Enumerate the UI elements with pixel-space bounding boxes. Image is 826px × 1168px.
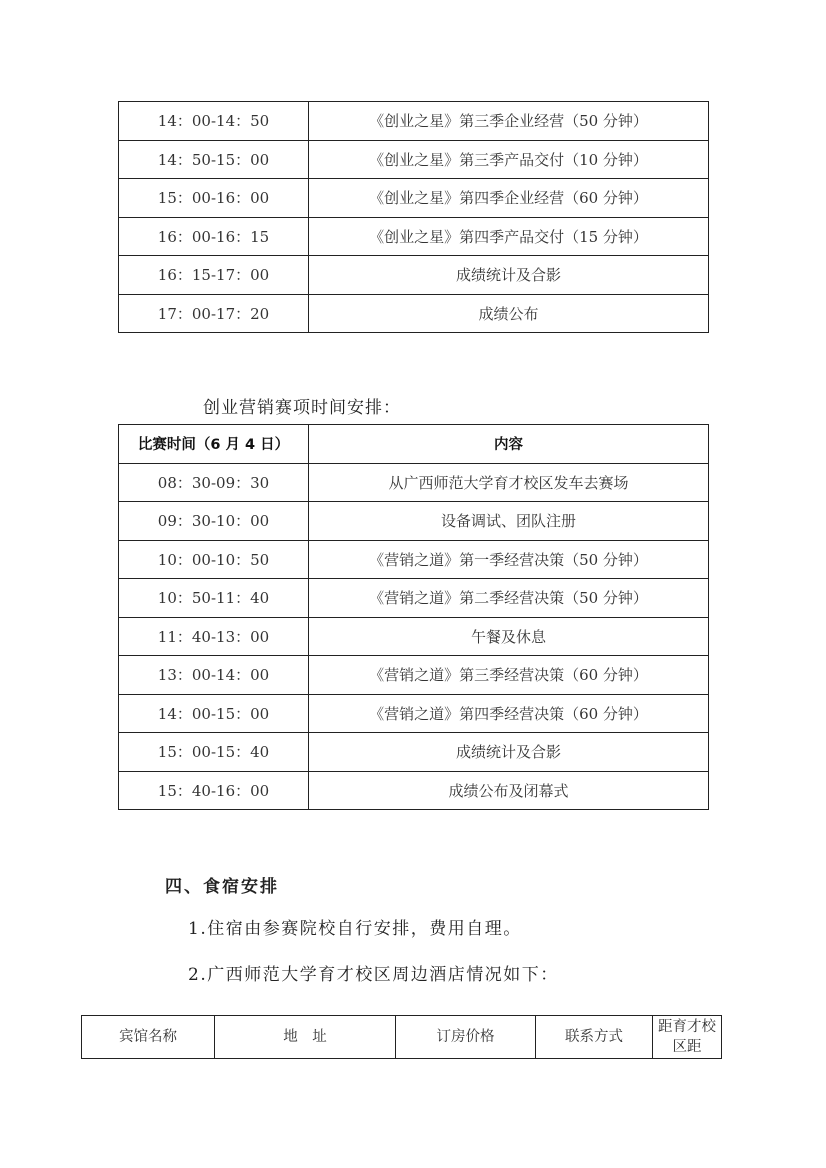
time-cell: 14：50-15：00 xyxy=(119,140,309,179)
time-cell: 15：00-16：00 xyxy=(119,179,309,218)
table-row xyxy=(119,733,709,772)
table-row xyxy=(119,771,709,810)
table-row xyxy=(119,656,709,695)
header-content: 内容 xyxy=(309,425,709,464)
table-row xyxy=(119,294,709,333)
content-cell: 《营销之道》第一季经营决策（50 分钟） xyxy=(309,540,709,579)
time-cell: 14：00-15：00 xyxy=(119,694,309,733)
header-price: 订房价格 xyxy=(396,1016,536,1059)
header-time: 比赛时间（6 月 4 日） xyxy=(119,425,309,464)
content-cell: 《营销之道》第三季经营决策（60 分钟） xyxy=(309,656,709,695)
table-row xyxy=(119,540,709,579)
schedule-table-marketing xyxy=(118,424,709,810)
content-cell: 《创业之星》第四季企业经营（60 分钟） xyxy=(309,179,709,218)
header-hotel-name: 宾馆名称 xyxy=(82,1016,215,1059)
table-header-row xyxy=(82,1016,722,1059)
table-row xyxy=(119,463,709,502)
section-title: 四、食宿安排 xyxy=(165,877,279,897)
time-cell: 08：30-09：30 xyxy=(119,463,309,502)
content-cell: 成绩公布及闭幕式 xyxy=(309,771,709,810)
content-cell: 《创业之星》第四季产品交付（15 分钟） xyxy=(309,217,709,256)
schedule-table-top xyxy=(118,101,709,333)
table-row xyxy=(119,217,709,256)
content-cell: 午餐及休息 xyxy=(309,617,709,656)
time-cell: 16：15-17：00 xyxy=(119,256,309,295)
table-row xyxy=(119,179,709,218)
header-contact: 联系方式 xyxy=(536,1016,653,1059)
table-row xyxy=(119,140,709,179)
header-address: 地 址 xyxy=(215,1016,396,1059)
time-cell: 17：00-17：20 xyxy=(119,294,309,333)
content-cell: 《营销之道》第二季经营决策（50 分钟） xyxy=(309,579,709,618)
time-cell: 10：00-10：50 xyxy=(119,540,309,579)
accommodation-note: 1.住宿由参赛院校自行安排，费用自理。 xyxy=(188,919,522,939)
table-row xyxy=(119,579,709,618)
time-cell: 11：40-13：00 xyxy=(119,617,309,656)
table-row xyxy=(119,256,709,295)
table-row xyxy=(119,617,709,656)
content-cell: 《创业之星》第三季产品交付（10 分钟） xyxy=(309,140,709,179)
table-row xyxy=(119,694,709,733)
time-cell: 14：00-14：50 xyxy=(119,102,309,141)
content-cell: 设备调试、团队注册 xyxy=(309,502,709,541)
table-row xyxy=(119,102,709,141)
content-cell: 《创业之星》第三季企业经营（50 分钟） xyxy=(309,102,709,141)
content-cell: 成绩统计及合影 xyxy=(309,733,709,772)
hotel-table xyxy=(81,1015,722,1059)
table-header-row xyxy=(119,425,709,464)
content-cell: 成绩统计及合影 xyxy=(309,256,709,295)
header-distance: 距育才校区距 xyxy=(653,1016,722,1059)
time-cell: 13：00-14：00 xyxy=(119,656,309,695)
time-cell: 16：00-16：15 xyxy=(119,217,309,256)
marketing-schedule-intro: 创业营销赛项时间安排： xyxy=(203,398,401,418)
time-cell: 09：30-10：00 xyxy=(119,502,309,541)
content-cell: 《营销之道》第四季经营决策（60 分钟） xyxy=(309,694,709,733)
content-cell: 从广西师范大学育才校区发车去赛场 xyxy=(309,463,709,502)
hotel-intro: 2.广西师范大学育才校区周边酒店情况如下： xyxy=(188,965,559,985)
time-cell: 10：50-11：40 xyxy=(119,579,309,618)
time-cell: 15：00-15：40 xyxy=(119,733,309,772)
table-row xyxy=(119,502,709,541)
time-cell: 15：40-16：00 xyxy=(119,771,309,810)
content-cell: 成绩公布 xyxy=(309,294,709,333)
